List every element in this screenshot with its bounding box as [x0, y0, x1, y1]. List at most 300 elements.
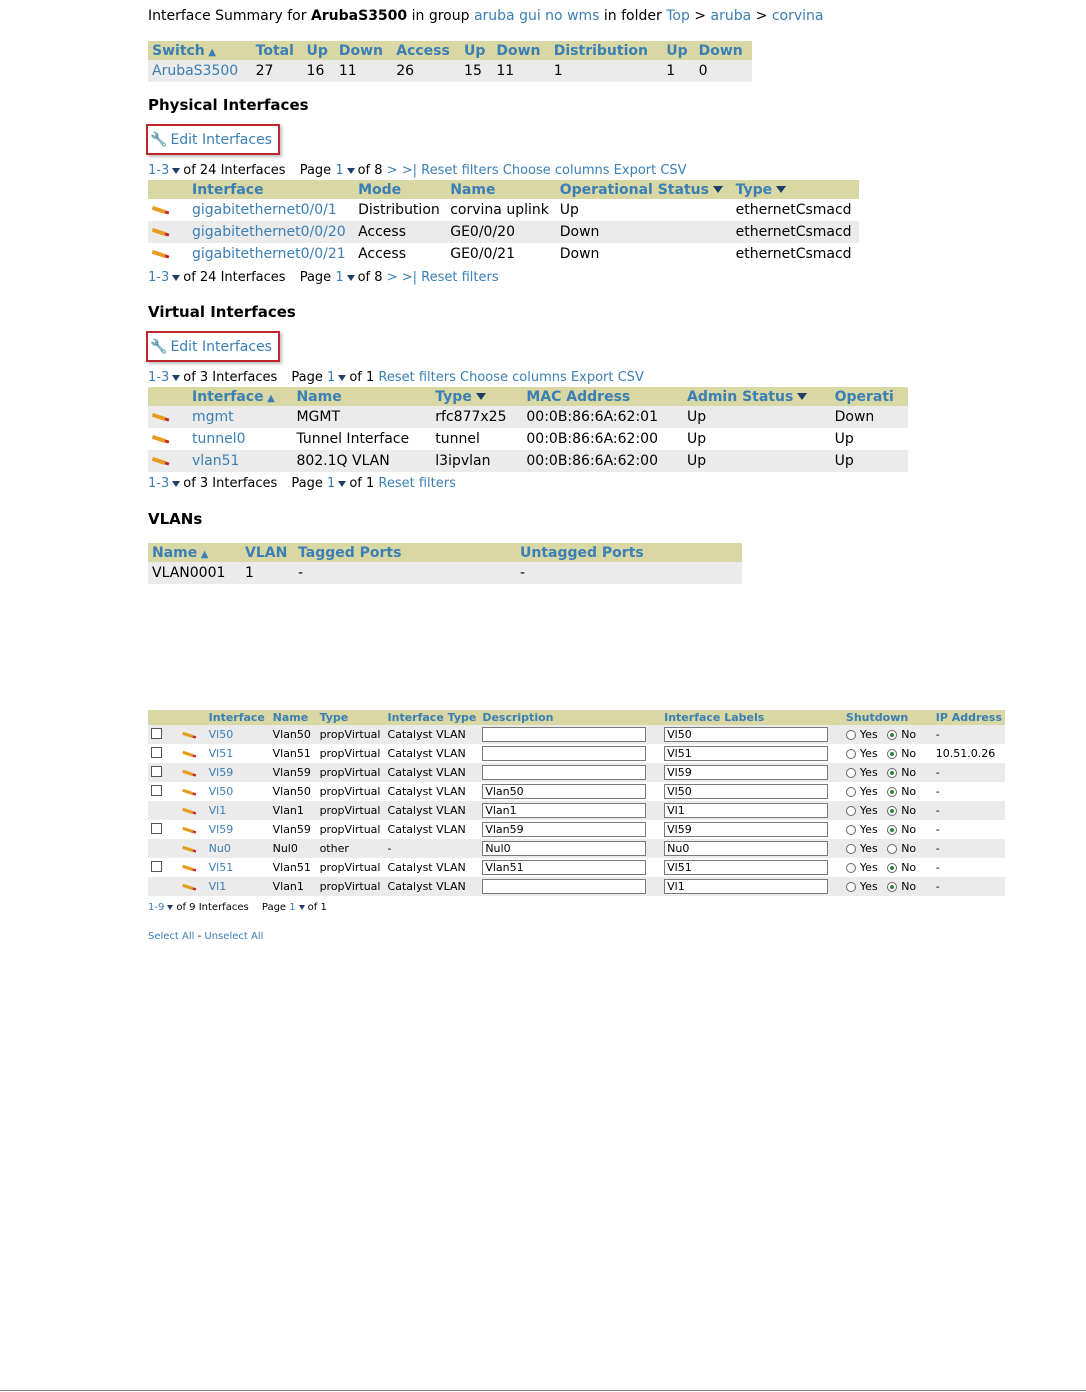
- access-value: 26: [392, 60, 460, 82]
- dropdown-icon[interactable]: [172, 168, 180, 174]
- mac-cell: 00:0B:86:6A:62:00: [522, 450, 683, 472]
- dropdown-icon[interactable]: [172, 375, 180, 381]
- reset-filters-link[interactable]: Reset filters: [421, 270, 499, 285]
- pencil-icon[interactable]: [182, 789, 193, 795]
- interface-link[interactable]: Vl59: [208, 823, 234, 836]
- select-cell: [148, 801, 178, 820]
- page-label: Page: [291, 476, 323, 491]
- dropdown-icon[interactable]: [172, 481, 180, 487]
- count-text: of 3 Interfaces: [183, 476, 278, 491]
- up-value: 16: [303, 60, 335, 82]
- switch-link[interactable]: ArubaS3500: [152, 63, 239, 79]
- description-input[interactable]: [482, 860, 646, 875]
- interface-link[interactable]: Vl1: [208, 880, 227, 893]
- wrench-icon: 🔧: [150, 338, 168, 355]
- col-vlan[interactable]: VLAN: [241, 543, 294, 562]
- interface-summary-title: [148, 8, 823, 24]
- interface-label-input[interactable]: [664, 860, 828, 875]
- next-page-link[interactable]: >: [386, 163, 398, 178]
- interface-label-input[interactable]: [664, 727, 828, 742]
- oper-status-cell: Up: [831, 428, 908, 450]
- interface-type-cell: Catalyst VLAN: [385, 725, 480, 744]
- shutdown-yes-radio[interactable]: [846, 768, 856, 778]
- shutdown-cell: [843, 858, 933, 877]
- dropdown-icon[interactable]: [299, 905, 305, 910]
- no-label: No: [901, 880, 917, 893]
- col-select: [148, 710, 178, 725]
- pencil-icon[interactable]: [182, 884, 193, 890]
- select-all-link[interactable]: Select All: [148, 931, 195, 942]
- interface-label-input[interactable]: [664, 822, 828, 837]
- type-cell: ethernetCsmacd: [732, 199, 859, 221]
- pencil-icon[interactable]: [152, 206, 170, 214]
- edit-interfaces-table: [148, 710, 1005, 896]
- description-input[interactable]: [482, 879, 646, 894]
- description-cell: [479, 725, 661, 744]
- breadcrumb-separator: >: [694, 8, 707, 24]
- access-up-value: 15: [460, 60, 492, 82]
- col-type-label: Type: [435, 388, 472, 405]
- col-access-down[interactable]: Down: [492, 41, 549, 60]
- table-row: [148, 820, 1005, 839]
- edit-cell: [178, 763, 206, 782]
- interface-link[interactable]: gigabitethernet0/0/20: [192, 224, 346, 240]
- access-down-value: 11: [492, 60, 549, 82]
- edit-cell: [178, 801, 206, 820]
- reset-filters-link[interactable]: Reset filters: [378, 476, 456, 491]
- edit-interfaces-link[interactable]: Edit Interfaces: [170, 131, 272, 148]
- col-operational-status[interactable]: Operati: [831, 387, 908, 406]
- type-cell: propVirtual: [317, 725, 385, 744]
- pencil-icon[interactable]: [182, 827, 193, 833]
- shutdown-yes-radio[interactable]: [846, 844, 856, 854]
- filter-icon[interactable]: [776, 186, 786, 193]
- type-cell: propVirtual: [317, 782, 385, 801]
- distribution-value: 1: [550, 60, 662, 82]
- select-cell: [148, 820, 178, 839]
- row-checkbox[interactable]: [151, 823, 162, 834]
- col-ip-address[interactable]: IP Address: [933, 710, 1005, 725]
- col-type[interactable]: [732, 180, 859, 199]
- name-cell: Vlan51: [270, 858, 317, 877]
- name-cell: Vlan50: [270, 725, 317, 744]
- col-interface[interactable]: Interface: [206, 710, 270, 725]
- name-cell: Vlan1: [270, 801, 317, 820]
- shutdown-cell: [843, 877, 933, 896]
- table-row: [148, 801, 1005, 820]
- page-total: of 1: [349, 370, 375, 385]
- interface-link[interactable]: Vl51: [208, 747, 234, 760]
- pencil-icon[interactable]: [182, 751, 193, 757]
- ip-address-cell: -: [933, 820, 1005, 839]
- edit-cell: [178, 858, 206, 877]
- no-label: No: [901, 861, 917, 874]
- choose-columns-link[interactable]: Choose columns: [502, 163, 610, 178]
- table-row: [148, 243, 859, 265]
- type-cell: ethernetCsmacd: [732, 221, 859, 243]
- col-edit: [178, 710, 206, 725]
- col-admin-status[interactable]: [683, 387, 831, 406]
- interface-label-input[interactable]: [664, 746, 828, 761]
- interface-link[interactable]: Vl51: [208, 861, 234, 874]
- shutdown-yes-radio[interactable]: [846, 787, 856, 797]
- type-cell: propVirtual: [317, 744, 385, 763]
- dropdown-icon[interactable]: [347, 168, 355, 174]
- description-input[interactable]: [482, 841, 646, 856]
- type-cell: propVirtual: [317, 801, 385, 820]
- description-cell: [479, 858, 661, 877]
- description-input[interactable]: [482, 765, 646, 780]
- interface-label-input[interactable]: [664, 841, 828, 856]
- count-text: of 3 Interfaces: [183, 370, 278, 385]
- count-text: of 9 Interfaces: [176, 902, 249, 913]
- row-checkbox[interactable]: [151, 785, 162, 796]
- name-cell: MGMT: [292, 406, 431, 428]
- table-row: [148, 782, 1005, 801]
- labels-cell: [661, 877, 843, 896]
- no-label: No: [901, 747, 917, 760]
- pencil-icon[interactable]: [182, 732, 193, 738]
- type-cell: propVirtual: [317, 877, 385, 896]
- select-cell: [148, 877, 178, 896]
- page-total: of 1: [307, 902, 327, 913]
- col-tagged-ports[interactable]: Tagged Ports: [294, 543, 516, 562]
- interface-label-input[interactable]: [664, 765, 828, 780]
- yes-label: Yes: [859, 880, 878, 893]
- page-number[interactable]: 1: [327, 476, 336, 491]
- interface-type-cell: Catalyst VLAN: [385, 858, 480, 877]
- pencil-icon[interactable]: [152, 435, 170, 443]
- yes-label: Yes: [859, 804, 878, 817]
- name-cell: 802.1Q VLAN: [292, 450, 431, 472]
- interface-type-cell: Catalyst VLAN: [385, 744, 480, 763]
- shutdown-yes-radio[interactable]: [846, 730, 856, 740]
- interface-link[interactable]: tunnel0: [192, 431, 246, 447]
- labels-cell: [661, 801, 843, 820]
- dropdown-icon[interactable]: [347, 275, 355, 281]
- interface-type-cell: Catalyst VLAN: [385, 782, 480, 801]
- labels-cell: [661, 839, 843, 858]
- shutdown-no-radio[interactable]: [887, 787, 897, 797]
- breadcrumb-corvina[interactable]: corvina: [771, 8, 824, 24]
- ip-address-cell: -: [933, 763, 1005, 782]
- col-access-up[interactable]: Up: [460, 41, 492, 60]
- export-csv-link[interactable]: Export CSV: [570, 370, 644, 385]
- name-cell: Vlan59: [270, 820, 317, 839]
- vlans-heading: VLANs: [148, 510, 203, 528]
- shutdown-no-radio[interactable]: [887, 844, 897, 854]
- physical-pager-bottom: [148, 270, 499, 285]
- shutdown-no-radio[interactable]: [887, 863, 897, 873]
- shutdown-no-radio[interactable]: [887, 806, 897, 816]
- shutdown-no-radio[interactable]: [887, 768, 897, 778]
- shutdown-no-radio[interactable]: [887, 730, 897, 740]
- shutdown-no-radio[interactable]: [887, 825, 897, 835]
- col-edit: [148, 180, 188, 199]
- col-distribution[interactable]: Distribution: [550, 41, 662, 60]
- pencil-icon[interactable]: [152, 250, 170, 258]
- col-dist-down[interactable]: Down: [695, 41, 752, 60]
- tagged-ports-cell: -: [294, 562, 516, 584]
- dropdown-icon[interactable]: [338, 481, 346, 487]
- row-checkbox[interactable]: [151, 747, 162, 758]
- summary-prefix: Interface Summary for: [148, 8, 307, 24]
- col-mac-address[interactable]: MAC Address: [522, 387, 683, 406]
- select-cell: [148, 744, 178, 763]
- page-label: Page: [261, 902, 287, 913]
- edit-interfaces-link[interactable]: Edit Interfaces: [170, 338, 272, 355]
- mode-cell: Access: [354, 243, 446, 265]
- shutdown-yes-radio[interactable]: [846, 882, 856, 892]
- unselect-all-link[interactable]: Unselect All: [204, 931, 264, 942]
- description-input[interactable]: [482, 784, 646, 799]
- col-shutdown[interactable]: Shutdown: [843, 710, 933, 725]
- col-interface[interactable]: Interface ▲: [188, 387, 292, 406]
- row-checkbox[interactable]: [151, 766, 162, 777]
- table-row: [148, 221, 859, 243]
- name-cell: Vlan59: [270, 763, 317, 782]
- selection-links: [148, 931, 263, 942]
- shutdown-yes-radio[interactable]: [846, 749, 856, 759]
- virtual-pager-top: [148, 370, 644, 385]
- range-link[interactable]: 1-3: [148, 163, 170, 178]
- page-number[interactable]: 1: [335, 163, 344, 178]
- edit-cell: [178, 877, 206, 896]
- col-access[interactable]: Access: [392, 41, 460, 60]
- pencil-icon[interactable]: [182, 808, 193, 814]
- type-cell: other: [317, 839, 385, 858]
- col-name[interactable]: Name: [292, 387, 431, 406]
- page-bottom-divider: [0, 1390, 1086, 1391]
- edit-cell: [178, 839, 206, 858]
- description-cell: [479, 801, 661, 820]
- last-page-link[interactable]: >|: [401, 270, 417, 285]
- table-row: [148, 858, 1005, 877]
- vlans-table: [148, 543, 742, 584]
- edit-table-pager: [148, 902, 327, 913]
- interface-link[interactable]: Nu0: [208, 842, 231, 855]
- col-mode[interactable]: Mode: [354, 180, 446, 199]
- interface-link[interactable]: Vl50: [208, 728, 234, 741]
- ip-address-cell: -: [933, 839, 1005, 858]
- col-interface-labels[interactable]: Interface Labels: [661, 710, 843, 725]
- col-untagged-ports[interactable]: Untagged Ports: [516, 543, 742, 562]
- shutdown-no-radio[interactable]: [887, 749, 897, 759]
- table-row: [148, 199, 859, 221]
- count-text: of 24 Interfaces: [183, 163, 286, 178]
- select-cell: [148, 858, 178, 877]
- col-name[interactable]: Name: [270, 710, 317, 725]
- last-page-link[interactable]: >|: [401, 163, 417, 178]
- no-label: No: [901, 842, 917, 855]
- description-cell: [479, 744, 661, 763]
- interface-type-cell: Catalyst VLAN: [385, 877, 480, 896]
- breadcrumb-separator: >: [755, 8, 768, 24]
- pencil-icon[interactable]: [152, 457, 170, 465]
- ip-address-cell: -: [933, 725, 1005, 744]
- yes-label: Yes: [859, 728, 878, 741]
- interface-type-cell: -: [385, 839, 480, 858]
- range-link[interactable]: 1-3: [148, 476, 170, 491]
- col-up[interactable]: Up: [303, 41, 335, 60]
- select-cell: [148, 782, 178, 801]
- shutdown-cell: [843, 820, 933, 839]
- type-cell: ethernetCsmacd: [732, 243, 859, 265]
- oper-status-cell: Up: [831, 450, 908, 472]
- breadcrumb-aruba[interactable]: aruba: [710, 8, 752, 24]
- table-row: [148, 839, 1005, 858]
- range-link[interactable]: 1-9: [148, 902, 165, 913]
- table-row: [148, 725, 1005, 744]
- pencil-icon[interactable]: [182, 846, 193, 852]
- shutdown-cell: [843, 801, 933, 820]
- interface-type-cell: Catalyst VLAN: [385, 763, 480, 782]
- admin-status-cell: Up: [683, 406, 831, 428]
- name-cell: GE0/0/20: [446, 221, 556, 243]
- physical-pager-top: [148, 163, 687, 178]
- type-cell: propVirtual: [317, 763, 385, 782]
- yes-label: Yes: [859, 785, 878, 798]
- down-value: 11: [335, 60, 392, 82]
- yes-label: Yes: [859, 842, 878, 855]
- virtual-table-viewport: [148, 387, 894, 472]
- shutdown-yes-radio[interactable]: [846, 806, 856, 816]
- filter-icon[interactable]: [713, 186, 723, 193]
- shutdown-yes-radio[interactable]: [846, 863, 856, 873]
- row-checkbox[interactable]: [151, 728, 162, 739]
- breadcrumb-top[interactable]: Top: [666, 8, 690, 24]
- interface-link[interactable]: Vl50: [208, 785, 234, 798]
- table-row: [148, 406, 908, 428]
- name-cell: Vlan50: [270, 782, 317, 801]
- col-edit: [148, 387, 188, 406]
- mode-cell: Access: [354, 221, 446, 243]
- page-number[interactable]: 1: [289, 902, 296, 913]
- range-link[interactable]: 1-3: [148, 370, 170, 385]
- col-interface[interactable]: Interface: [188, 180, 354, 199]
- reset-filters-link[interactable]: Reset filters: [378, 370, 456, 385]
- description-cell: [479, 820, 661, 839]
- col-description[interactable]: Description: [479, 710, 661, 725]
- edit-cell: [178, 782, 206, 801]
- virtual-interfaces-heading: Virtual Interfaces: [148, 303, 296, 321]
- interface-link[interactable]: vlan51: [192, 453, 240, 469]
- table-row: [148, 60, 752, 82]
- yes-label: Yes: [859, 747, 878, 760]
- interface-link[interactable]: Vl1: [208, 804, 227, 817]
- name-cell: Nul0: [270, 839, 317, 858]
- col-type[interactable]: [431, 387, 522, 406]
- interface-link[interactable]: gigabitethernet0/0/1: [192, 202, 337, 218]
- description-input[interactable]: [482, 727, 646, 742]
- filter-icon[interactable]: [797, 393, 807, 400]
- page-total: of 8: [357, 270, 383, 285]
- switch-summary-table: [148, 41, 752, 82]
- reset-filters-link[interactable]: Reset filters: [421, 163, 499, 178]
- labels-cell: [661, 782, 843, 801]
- separator: -: [197, 931, 202, 942]
- wrench-icon: 🔧: [150, 131, 168, 148]
- page-label: Page: [299, 163, 332, 178]
- description-input[interactable]: [482, 746, 646, 761]
- dropdown-icon[interactable]: [167, 905, 173, 910]
- interface-link[interactable]: Vl59: [208, 766, 234, 779]
- next-page-link[interactable]: >: [386, 270, 398, 285]
- untagged-ports-cell: -: [516, 562, 742, 584]
- dist-down-value: 0: [695, 60, 752, 82]
- labels-cell: [661, 820, 843, 839]
- pencil-icon[interactable]: [182, 770, 193, 776]
- labels-cell: [661, 725, 843, 744]
- col-switch[interactable]: Switch ▲: [148, 41, 252, 60]
- no-label: No: [901, 766, 917, 779]
- interface-type-cell: Catalyst VLAN: [385, 820, 480, 839]
- interface-label-input[interactable]: [664, 803, 828, 818]
- mac-cell: 00:0B:86:6A:62:00: [522, 428, 683, 450]
- interface-link[interactable]: mgmt: [192, 409, 234, 425]
- interface-label-input[interactable]: [664, 784, 828, 799]
- col-name[interactable]: Name: [446, 180, 556, 199]
- filter-icon[interactable]: [476, 393, 486, 400]
- type-cell: propVirtual: [317, 820, 385, 839]
- col-type[interactable]: Type: [317, 710, 385, 725]
- ip-address-cell: 10.51.0.26: [933, 744, 1005, 763]
- col-total[interactable]: Total: [252, 41, 303, 60]
- physical-interfaces-table: [148, 180, 859, 265]
- vlan-name-cell: VLAN0001: [148, 562, 241, 584]
- table-row: [148, 562, 742, 584]
- edit-table-body: [148, 725, 1005, 896]
- choose-columns-link[interactable]: Choose columns: [460, 370, 567, 385]
- group-link[interactable]: aruba gui no wms: [473, 8, 600, 24]
- col-dist-up[interactable]: Up: [662, 41, 694, 60]
- row-checkbox[interactable]: [151, 861, 162, 872]
- type-cell: l3ipvlan: [431, 450, 522, 472]
- edit-physical-interfaces-button[interactable]: [146, 124, 280, 155]
- ip-address-cell: -: [933, 801, 1005, 820]
- col-operational-status[interactable]: [556, 180, 732, 199]
- description-input[interactable]: [482, 822, 646, 837]
- export-csv-link[interactable]: Export CSV: [613, 163, 687, 178]
- pencil-icon[interactable]: [152, 413, 170, 421]
- ip-address-cell: -: [933, 877, 1005, 896]
- table-row: [148, 877, 1005, 896]
- col-name[interactable]: Name ▲: [148, 543, 241, 562]
- page-number[interactable]: 1: [335, 270, 344, 285]
- pencil-icon[interactable]: [152, 228, 170, 236]
- pencil-icon[interactable]: [182, 865, 193, 871]
- col-type-label: Type: [735, 181, 773, 198]
- col-down[interactable]: Down: [335, 41, 392, 60]
- shutdown-no-radio[interactable]: [887, 882, 897, 892]
- range-link[interactable]: 1-3: [148, 270, 170, 285]
- dropdown-icon[interactable]: [172, 275, 180, 281]
- summary-in-group: in group: [411, 8, 470, 24]
- vlan-id-cell: 1: [241, 562, 294, 584]
- dropdown-icon[interactable]: [338, 375, 346, 381]
- edit-virtual-interfaces-button[interactable]: [146, 331, 280, 362]
- labels-cell: [661, 763, 843, 782]
- interface-link[interactable]: gigabitethernet0/0/21: [192, 246, 346, 262]
- col-interface-type[interactable]: Interface Type: [385, 710, 480, 725]
- virtual-pager-bottom: [148, 476, 456, 491]
- name-cell: Vlan1: [270, 877, 317, 896]
- shutdown-yes-radio[interactable]: [846, 825, 856, 835]
- page-number[interactable]: 1: [327, 370, 336, 385]
- interface-label-input[interactable]: [664, 879, 828, 894]
- description-input[interactable]: [482, 803, 646, 818]
- mode-cell: Distribution: [354, 199, 446, 221]
